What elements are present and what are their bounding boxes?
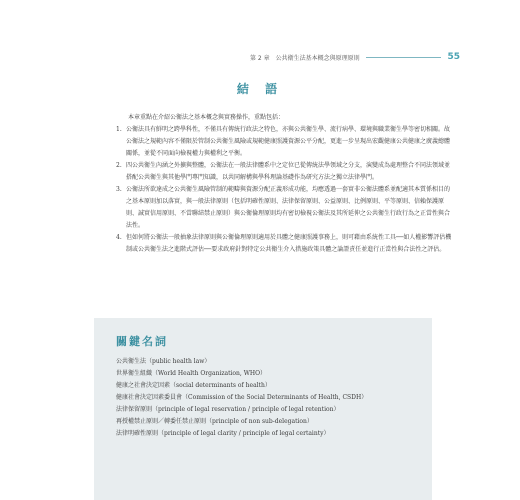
conclusion-item [116, 184, 454, 232]
item-number: 3. [116, 186, 122, 193]
conclusion-body [116, 112, 454, 256]
keywords-title: 關鍵名詞 [116, 335, 168, 348]
item-text: 但如何將公衛法一般抽象法律原則與公衛倫理原則適用於具體之健康照護事務上，則可藉由系統性工具──如人權影響評估機制或公共衛生法之進階式評估──要求政府針對特定公共衛生介入措施政策具體之論證責任並進行正當性與合法性之評估。 [126, 234, 452, 253]
keyword-item: 世界衛生組織（World Health Organization, WHO） [116, 370, 267, 377]
keyword-item: 再授權禁止原則／轉委任禁止原則（principle of non sub-delegation） [116, 418, 313, 425]
keyword-item: 公共衛生法（public health law） [116, 358, 211, 365]
keyword-item: 健康社會決定因素委員會（Commission of the Social Determinants of Health, CSDH） [116, 394, 368, 401]
running-header [250, 50, 460, 64]
conclusion-item [116, 232, 454, 256]
conclusion-item [116, 124, 454, 160]
item-text: 四公共衛生內涵之外擴與整體，公衛法在一般法律體系中之定位已從傳統法學領域之分支，演變成為處理整合不同法領域並搭配公共衛生與其他學門專門知識，以共同解構與學科理論基礎作為研究方法之獨立法律學門。 [126, 162, 451, 181]
item-text: 公衛法具有鮮明之跨學科性，不僅具有傳統行政法之特色，亦與公共衛生學、流行病學、環境與職業衛生學等密切相關。故公衛法之規範內容不僅限於管制公共衛生風險或規範健康照護資源公平分配，更進一步呈現出宏觀健康公共健康之廣義總體關係，並從不同面向檢視權力與權利之平衡。 [126, 126, 451, 157]
keyword-item: 法律明確性原則（principle of legal clarity / principle of legal certainty） [116, 430, 330, 437]
conclusion-item [116, 160, 454, 184]
item-number: 1. [116, 126, 122, 133]
section-title: 結 語 [236, 82, 284, 96]
intro-paragraph: 本章重點在介紹公衛法之基本概念與實務操作，重點包括： [128, 114, 285, 121]
item-number: 4. [116, 234, 122, 241]
chapter-title: 公共衛生法基本概念與原理原則 [275, 54, 360, 62]
header-rule [366, 57, 442, 58]
page-number: 55 [447, 52, 460, 62]
keyword-item: 法律保留原則（principle of legal reservation / principle of legal retention） [116, 406, 340, 413]
item-text: 公衛法所欲達成之公共衛生風險管制的範疇與資源分配正義形成功能，均應透過一套實非公衛法體系並配適其本質係相目的之基本原則加以落實，與一般法律原則（包括明確性原則、法律保留原則、公益原則、比例原則、平等原則、信賴保護原則、誠實信用原則、不當聯結禁止原則）與公衛倫理原則均有密切檢視公衛法及其所延伸之公共衛生行政行為之正當性與合法性。 [126, 186, 451, 229]
keyword-item: 健康之社會決定因素（social determinants of health） [116, 382, 271, 389]
item-number: 2. [116, 162, 122, 169]
keywords-list [116, 356, 416, 440]
chapter-label: 第 2 章 [250, 54, 270, 62]
